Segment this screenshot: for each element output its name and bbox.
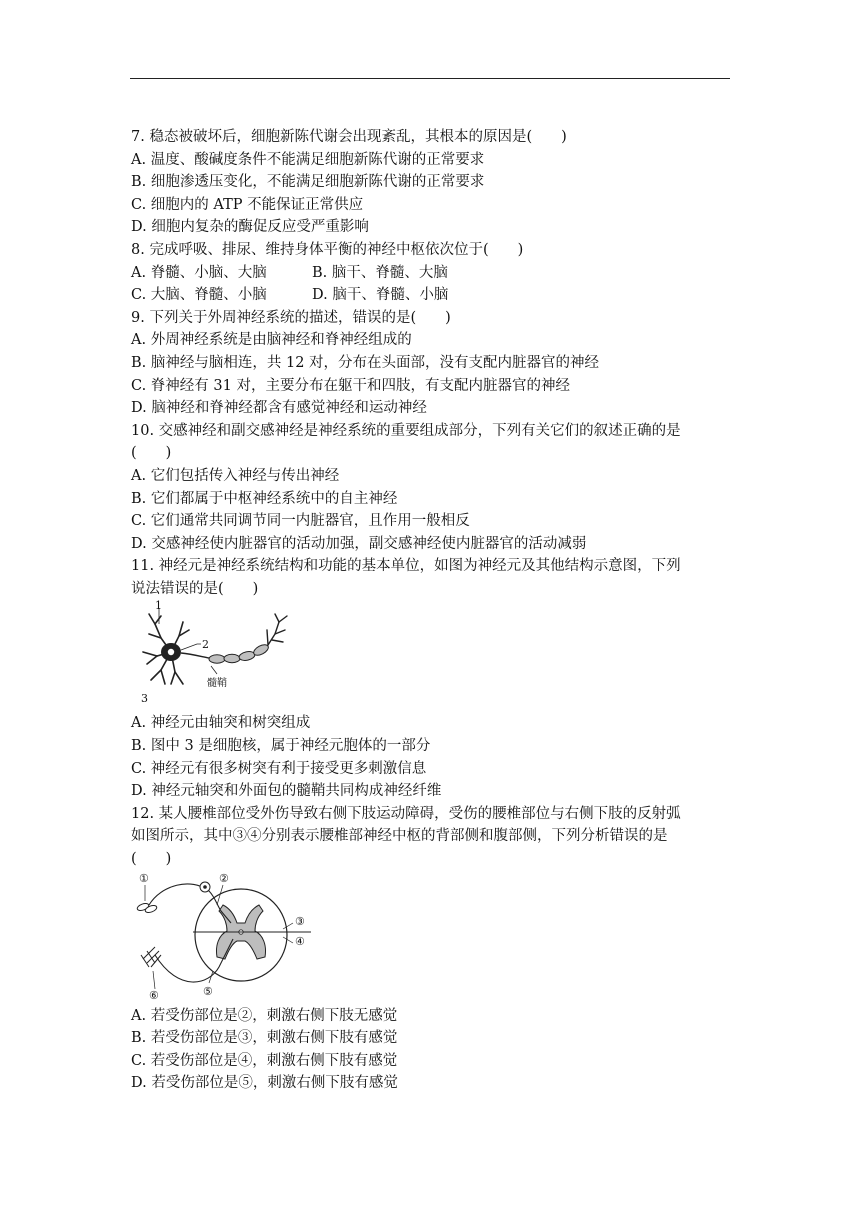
q9-option-a: A. 外周神经系统是由脑神经和脊神经组成的 bbox=[131, 332, 412, 349]
neuron-figure bbox=[131, 600, 731, 712]
q10-option-b: B. 它们都属于中枢神经系统中的自主神经 bbox=[131, 490, 398, 507]
question-list bbox=[131, 126, 731, 1095]
q10-option-c: C. 它们通常共同调节同一内脏器官，且作用一般相反 bbox=[131, 513, 470, 530]
q12-stem-line3: ( ) bbox=[131, 851, 172, 868]
q11-stem-line1: 11. 神经元是神经系统结构和功能的基本单位，如图为神经元及其他结构示意图，下列 bbox=[131, 558, 681, 575]
q9-option-b: B. 脑神经与脑相连，共 12 对，分布在头面部，没有支配内脏器官的神经 bbox=[131, 354, 600, 371]
reflex-label-2: ② bbox=[219, 871, 229, 885]
q8-option-c: C. 大脑、脊髓、小脑 bbox=[131, 287, 267, 304]
q8-option-a: A. 脊髓、小脑、大脑 bbox=[131, 264, 267, 281]
q7-option-d: D. 细胞内复杂的酶促反应受严重影响 bbox=[131, 219, 369, 236]
header-rule bbox=[130, 78, 730, 79]
q7-stem: 7. 稳态被破坏后，细胞新陈代谢会出现紊乱，其根本的原因是( ) bbox=[131, 129, 567, 145]
reflex-label-1: ① bbox=[139, 871, 149, 885]
neuron-label-3: 3 bbox=[141, 692, 148, 706]
q7-option-a: A. 温度、酸碱度条件不能满足细胞新陈代谢的正常要求 bbox=[131, 151, 485, 168]
q10-stem-line1: 10. 交感神经和副交感神经是神经系统的重要组成部分，下列有关它们的叙述正确的是 bbox=[131, 422, 681, 439]
q11-stem-line2: 说法错误的是( ) bbox=[131, 580, 259, 597]
neuron-label-myelin: 髓鞘 bbox=[207, 678, 227, 690]
q8-option-d: D. 脑干、脊髓、小脑 bbox=[312, 287, 449, 304]
neuron-label-1: 1 bbox=[155, 600, 162, 613]
q11-option-c: C. 神经元有很多树突有利于接受更多刺激信息 bbox=[131, 760, 427, 777]
q10-option-a: A. 它们包括传入神经与传出神经 bbox=[131, 467, 340, 484]
q7-option-c: C. 细胞内的 ATP 不能保证正常供应 bbox=[131, 196, 364, 213]
q8-stem: 8. 完成呼吸、排尿、维持身体平衡的神经中枢依次位于( ) bbox=[131, 241, 524, 258]
q10-stem-line2: ( ) bbox=[131, 445, 172, 462]
reflex-label-3: ③ bbox=[295, 914, 305, 928]
q12-option-c: C. 若受伤部位是④，刺激右侧下肢有感觉 bbox=[131, 1052, 398, 1069]
q11-option-d: D. 神经元轴突和外面包的髓鞘共同构成神经纤维 bbox=[131, 783, 442, 800]
q12-stem-line2: 如图所示，其中③④分别表示腰椎部神经中枢的背部侧和腹部侧，下列分析错误的是 bbox=[131, 828, 668, 845]
neuron-diagram bbox=[131, 600, 291, 708]
neuron-label-2: 2 bbox=[202, 638, 209, 652]
reflex-arc-diagram bbox=[131, 871, 331, 1001]
reflex-label-4: ④ bbox=[295, 934, 305, 948]
q10-option-d: D. 交感神经使内脏器官的活动加强，副交感神经使内脏器官的活动减弱 bbox=[131, 535, 587, 552]
q11-option-a: A. 神经元由轴突和树突组成 bbox=[131, 715, 311, 732]
q8-options-row1 bbox=[131, 262, 731, 285]
q7-option-b: B. 细胞渗透压变化，不能满足细胞新陈代谢的正常要求 bbox=[131, 174, 485, 191]
q9-stem: 9. 下列关于外周神经系统的描述，错误的是( ) bbox=[131, 309, 451, 326]
q9-option-d: D. 脑神经和脊神经都含有感觉神经和运动神经 bbox=[131, 400, 427, 417]
reflex-label-6: ⑥ bbox=[149, 988, 159, 1001]
q8-options-row2 bbox=[131, 284, 731, 307]
q12-stem-line1: 12. 某人腰椎部位受外伤导致右侧下肢运动障碍，受伤的腰椎部位与右侧下肢的反射弧 bbox=[131, 805, 681, 822]
q12-option-a: A. 若受伤部位是②，刺激右侧下肢无感觉 bbox=[131, 1007, 398, 1024]
q12-option-b: B. 若受伤部位是③，刺激右侧下肢有感觉 bbox=[131, 1030, 398, 1047]
q9-option-c: C. 脊神经有 31 对，主要分布在躯干和四肢，有支配内脏器官的神经 bbox=[131, 377, 570, 394]
reflex-arc-figure bbox=[131, 871, 731, 1005]
reflex-label-5: ⑤ bbox=[203, 984, 213, 998]
q11-option-b: B. 图中 3 是细胞核，属于神经元胞体的一部分 bbox=[131, 738, 431, 755]
q12-option-d: D. 若受伤部位是⑤，刺激右侧下肢有感觉 bbox=[131, 1075, 398, 1092]
q8-option-b: B. 脑干、脊髓、大脑 bbox=[312, 264, 448, 281]
